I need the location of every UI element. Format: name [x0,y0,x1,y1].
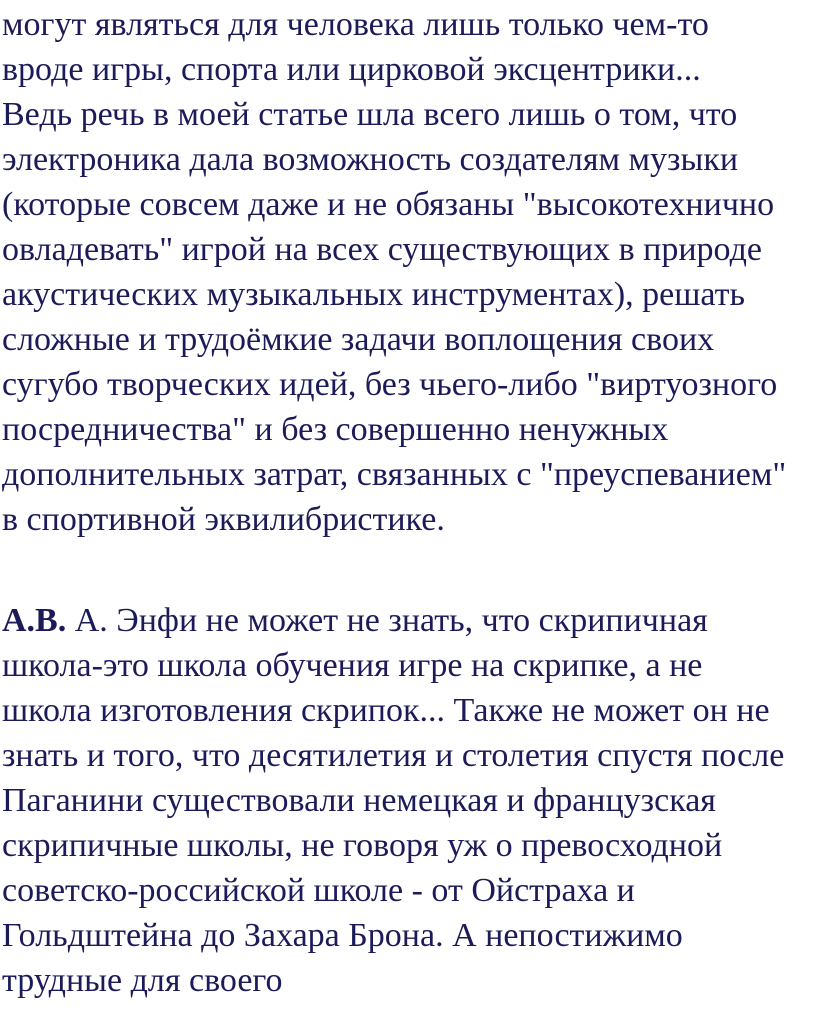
text-line: электроника дала возможность создателям музыки [2,141,739,178]
text-line: могут являться для человека лишь только чем-то [2,6,709,43]
text-line-first [2,598,708,644]
text-line: сложные и трудоёмкие задачи воплощения своих [2,321,715,358]
text-line: Ведь речь в моей статье шла всего лишь о том, что [2,96,738,133]
speaker-initials: А.В. [2,602,67,639]
text-line: скрипичные школы, не говоря уж о превосходной [2,827,723,864]
text-line: знать и того, что десятилетия и столетия спустя после [2,737,785,774]
text-line: школа изготовления скрипок... Также не может он не [2,692,770,729]
text-line: в спортивной эквилибристике. [2,501,445,538]
text-line: сугубо творческих идей, без чьего-либо "виртуозного [2,366,778,403]
text-line: (которые совсем даже и не обязаны "высокотехнично [2,186,775,223]
text-line: советско-российской школе - от Ойстраха и [2,872,635,909]
text-line: школа-это школа обучения игре на скрипке, а не [2,647,703,684]
text-line: трудные для своего [2,962,283,999]
text-line: посредничества" и без совершенно ненужных [2,411,669,448]
text-line: дополнительных затрат, связанных с "преуспеванием" [2,456,787,493]
text-line: Паганини существовали немецкая и французская [2,782,716,819]
text-line: акустических музыкальных инструментах), решать [2,276,746,313]
text-line: вроде игры, спорта или цирковой эксцентрики... [2,51,701,88]
text-span: А. Энфи не может не знать, что скрипичная [66,602,708,639]
text-line: Гольдштейна до Захара Брона. А непостижимо [2,917,683,954]
text-line: овладевать" игрой на всех существующих в природе [2,231,762,268]
